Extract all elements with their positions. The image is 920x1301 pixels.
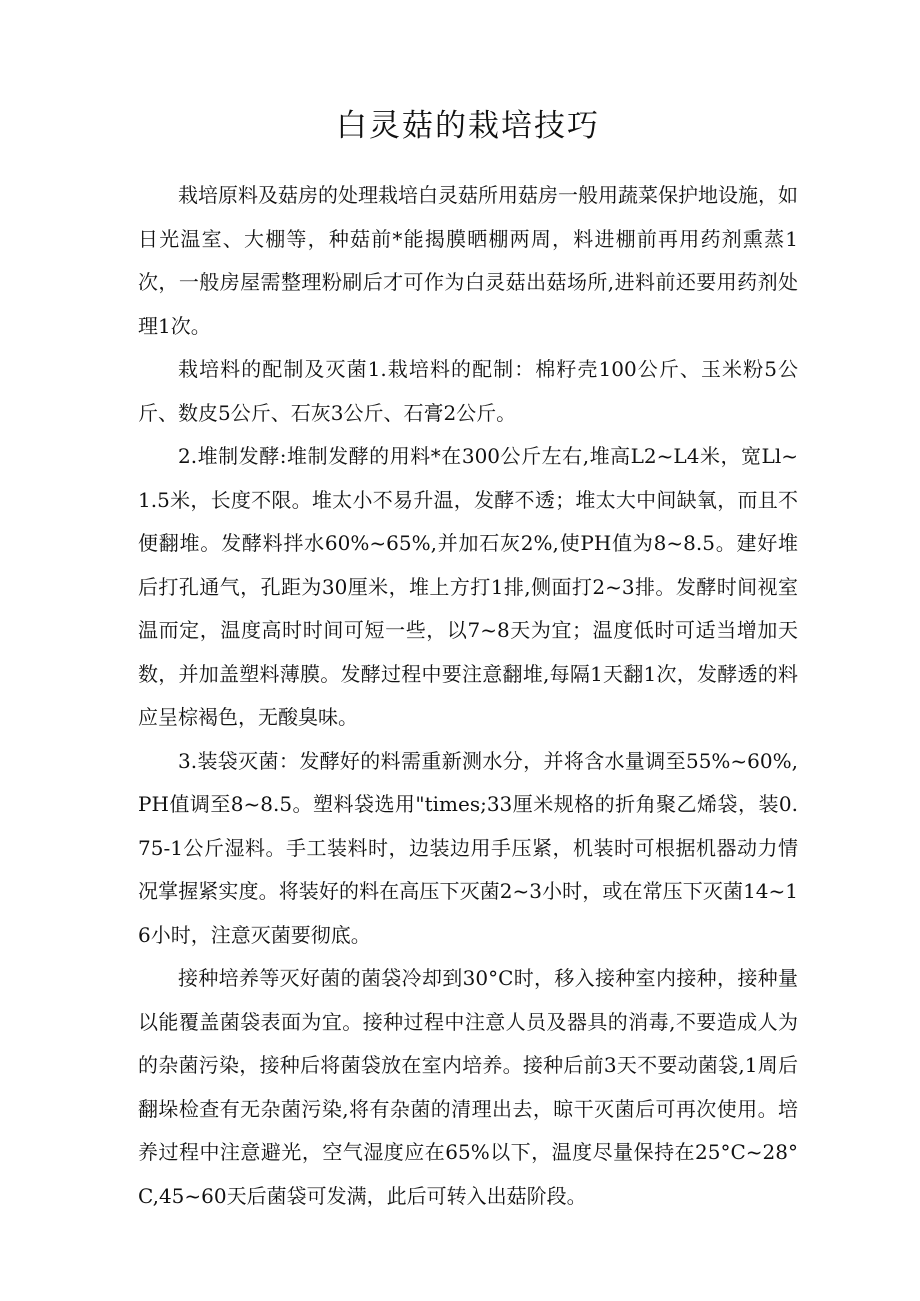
document-title: 白灵菇的栽培技巧: [336, 108, 600, 144]
paragraph-bagging-sterilization: 3.装袋灭菌：发酵好的料需重新测水分，并将含水量调至55%~60%,PH值调至8~8.5。塑料袋选用"times;33厘米规格的折角聚乙烯袋，装0.75-1公斤湿料。手工装料时，边装边用手压紧，机装时可根据机器动力情况掌握紧实度。将装好的料在高压下灭菌2~3小时，或在常压下灭菌14~16小时，注意灭菌要彻底。: [138, 748, 798, 947]
paragraph-fermentation: 2.堆制发酵:堆制发酵的用料*在300公斤左右,堆高L2~L4米，宽Ll~1.5米，长度不限。堆太小不易升温，发酵不透；堆太大中间缺氧，而且不便翻堆。发酵料拌水60%~65%,并加石灰2%,使PH值为8~8.5。建好堆后打孔通气，孔距为30厘米，堆上方打1排,侧面打2~3排。发酵时间视室温而定，温度高时时间可短一些，以7~8天为宜；温度低时可适当增加天数，并加盖塑料薄膜。发酵过程中要注意翻堆,每隔1天翻1次，发酵透的料应呈棕褐色，无酸臭味。: [138, 444, 798, 729]
paragraph-inoculation-culture: 接种培养等灭好菌的菌袋冷却到30°C时，移入接种室内接种，接种量以能覆盖菌袋表面为宜。接种过程中注意人员及器具的消毒,不要造成人为的杂菌污染，接种后将菌袋放在室内培养。接种后前3天不要动菌袋,1周后翻垛检查有无杂菌污染,将有杂菌的清理出去，晾干灭菌后可再次使用。培养过程中注意避光，空气湿度应在65%以下，温度尽量保持在25°C~28°C,45~60天后菌袋可发满，此后可转入出菇阶段。: [138, 966, 798, 1208]
document-page: [138, 100, 798, 1218]
paragraph-material-house: 栽培原料及菇房的处理栽培白灵菇所用菇房一般用蔬菜保护地设施，如日光温室、大棚等，种菇前*能揭膜晒棚两周，料进棚前再用药剂熏蒸1次，一般房屋需整理粉刷后才可作为白灵菇出菇场所,进料前还要用药剂处理1次。: [138, 183, 798, 338]
paragraph-preparation: 栽培料的配制及灭菌1.栽培料的配制：棉籽壳100公斤、玉米粉5公斤、数皮5公斤、石灰3公斤、石膏2公斤。: [138, 357, 798, 425]
